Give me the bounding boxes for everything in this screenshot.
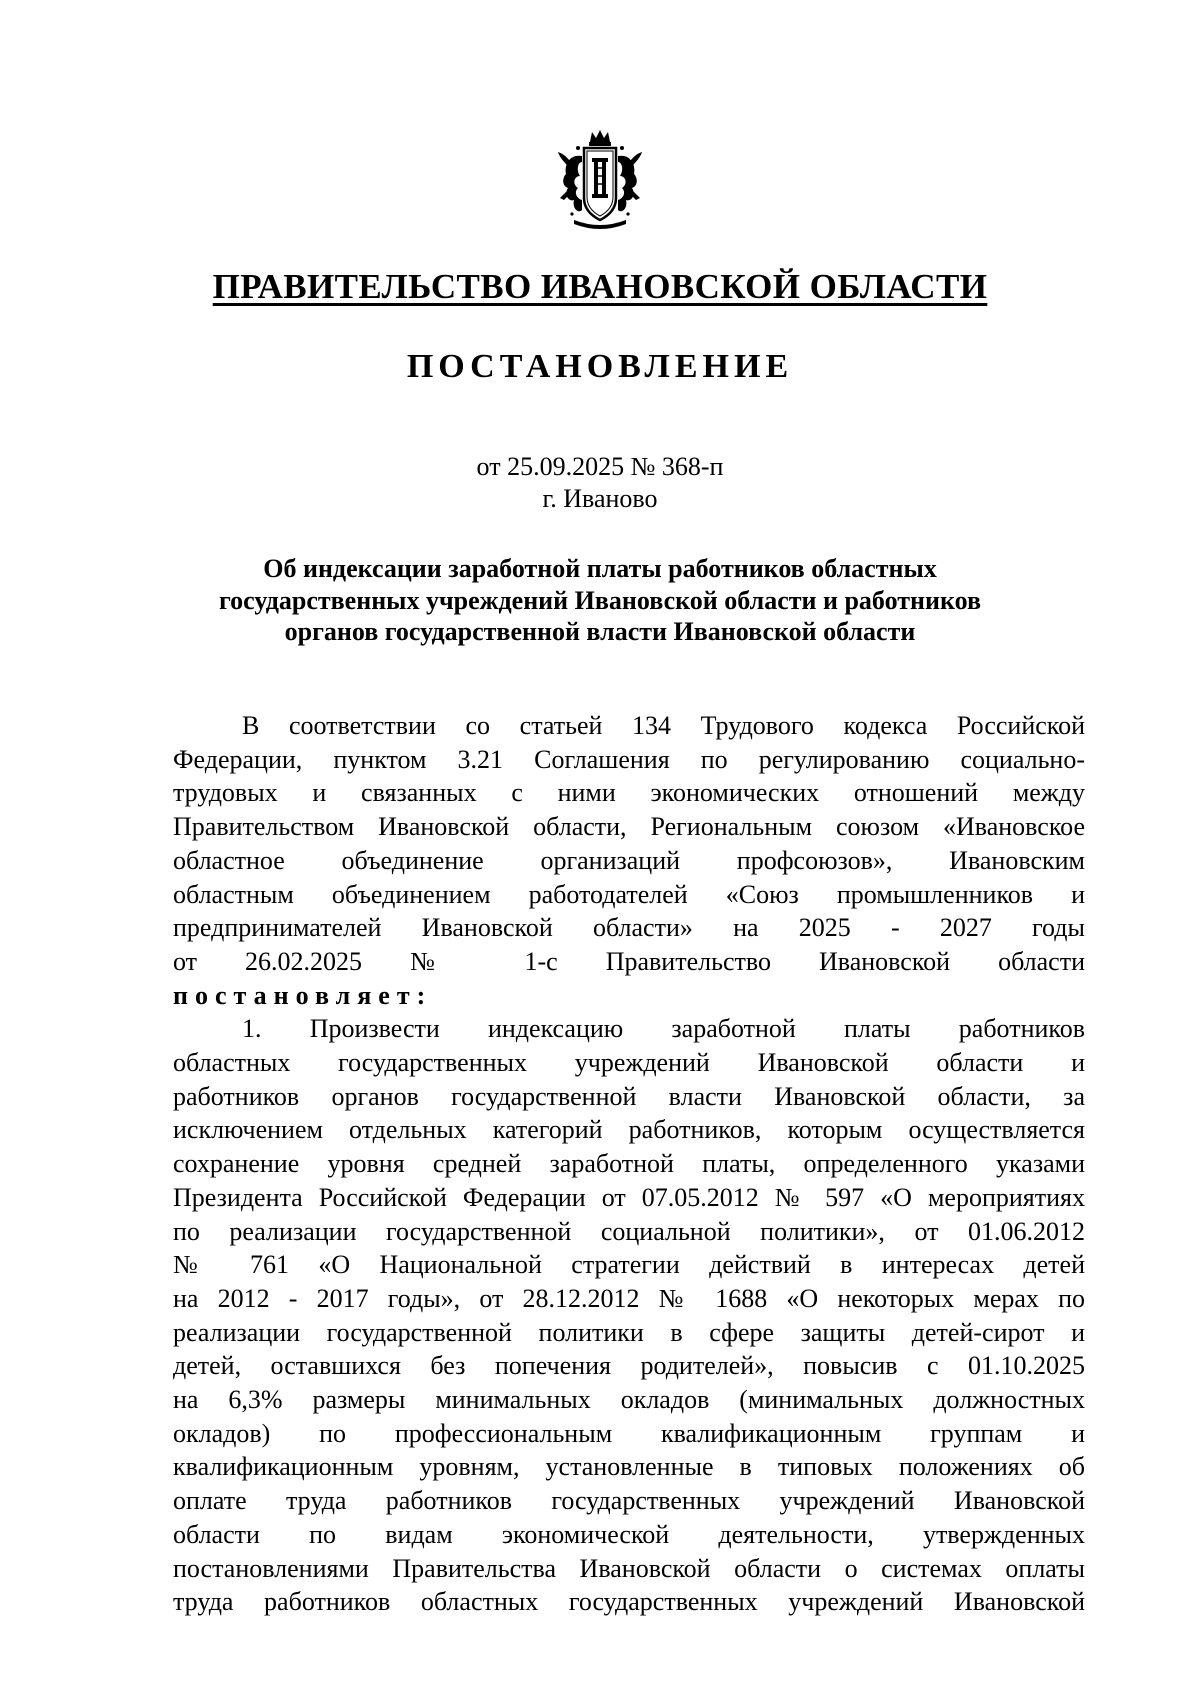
- preamble-line: областное объединение организаций профсоюзов», Ивановским: [173, 845, 1085, 875]
- item1-line: работников органов государственной власти Ивановской области, за: [173, 1081, 1085, 1111]
- subject-line: Об индексации заработной платы работников областных: [263, 554, 937, 583]
- item1-line: на 2012 - 2017 годы», от 28.12.2012 № 1688 «О некоторых мерах по: [173, 1283, 1085, 1313]
- document-type: ПОСТАНОВЛЕНИЕ: [406, 348, 794, 385]
- item1-line: № 761 «О Национальной стратегии действий в интересах детей: [173, 1250, 1085, 1280]
- government-title: ПРАВИТЕЛЬСТВО ИВАНОВСКОЙ ОБЛАСТИ: [212, 267, 988, 306]
- decrees-word: постановляет:: [173, 980, 433, 1010]
- item1-line: окладов) по профессиональным квалификационным группам и: [173, 1418, 1085, 1448]
- preamble-line: В соответствии со статьей 134 Трудового кодекса Российской: [242, 711, 1085, 740]
- document-subject: [160, 553, 1040, 648]
- city: г. Иваново: [542, 484, 658, 513]
- document-body: [173, 709, 1085, 1619]
- item1-line: Президента Российской Федерации от 07.05.2012 № 597 «О мероприятиях: [173, 1182, 1085, 1212]
- preamble-line: предпринимателей Ивановской области» на 2025 - 2027 годы: [173, 913, 1085, 943]
- item1-line: детей, оставшихся без попечения родителей», повысив с 01.10.2025: [173, 1351, 1085, 1381]
- preamble-line: Правительством Ивановской области, Региональным союзом «Ивановское: [173, 812, 1085, 842]
- item1-line: сохранение уровня средней заработной платы, определенного указами: [173, 1149, 1085, 1179]
- preamble-line: от 26.02.2025 № 1-с Правительство Ивановской области: [173, 946, 1085, 976]
- decrees-line: [173, 979, 1085, 1013]
- item1-line: областных государственных учреждений Ивановской области и: [173, 1048, 1085, 1078]
- coat-of-arms-icon: [556, 128, 644, 234]
- item1-line: по реализации государственной социальной политики», от 01.06.2012: [173, 1216, 1085, 1246]
- item1-line: труда работников областных государственных учреждений Ивановской: [173, 1587, 1085, 1617]
- subject-line: органов государственной власти Ивановской области: [284, 617, 916, 646]
- item1-line: на 6,3% размеры минимальных окладов (минимальных должностных: [173, 1385, 1085, 1415]
- item1-line: постановлениями Правительства Ивановской области о системах оплаты: [173, 1553, 1085, 1583]
- item1-line: области по видам экономической деятельности, утвержденных: [173, 1519, 1085, 1549]
- preamble-line: областным объединением работодателей «Союз промышленников и: [173, 879, 1085, 909]
- item1-line: оплате труда работников государственных учреждений Ивановской: [173, 1486, 1085, 1516]
- item1-line: исключением отдельных категорий работников, которым осуществляется: [173, 1115, 1085, 1145]
- item1-line: 1. Произвести индексацию заработной платы работников: [242, 1014, 1085, 1044]
- item1-line: реализации государственной политики в сфере защиты детей-сирот и: [173, 1317, 1085, 1347]
- date-number: от 25.09.2025 № 368-п: [476, 452, 724, 481]
- subject-line: государственных учреждений Ивановской области и работников: [219, 585, 981, 615]
- preamble-line: Федерации, пунктом 3.21 Соглашения по регулированию социально-: [173, 744, 1085, 774]
- document-meta: [0, 451, 1200, 515]
- item1-line: квалификационным уровням, установленные в типовых положениях об: [173, 1452, 1085, 1482]
- preamble-line: трудовых и связанных с ними экономических отношений между: [173, 778, 1085, 808]
